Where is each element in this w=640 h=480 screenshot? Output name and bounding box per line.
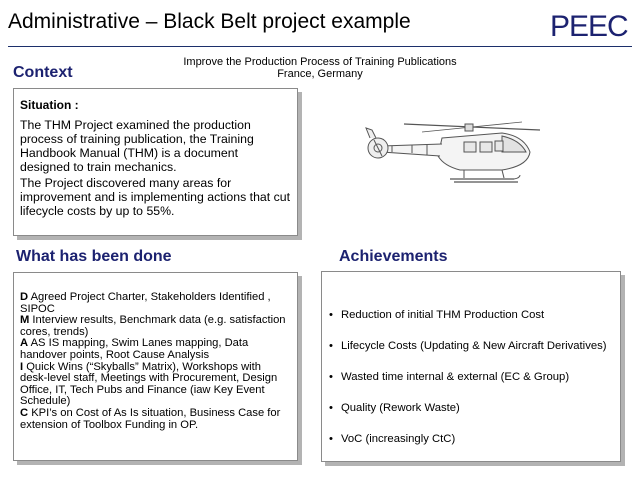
done-item-c: [20, 408, 291, 431]
achievement-item: [328, 399, 614, 418]
achievement-item: [328, 430, 614, 449]
slide-title: Administrative – Black Belt project example: [8, 10, 411, 33]
done-item-i: [20, 362, 291, 408]
peec-logo: [548, 8, 628, 42]
achievement-item: [328, 337, 614, 356]
situation-paragraph-2: The Project discovered many areas for improvement and is implementing actions that cut lifecycle costs by up to 55%.: [20, 176, 290, 218]
done-item-text: Interview results, Benchmark data (e.g. satisfaction cores, trends): [20, 314, 286, 338]
subtitle: [140, 56, 500, 80]
situation-paragraph-1: The THM Project examined the production process of training publication, the Training Handbook Manual (THM) is a document designed to train mechanics.: [20, 118, 254, 174]
done-item-text: KPI’s on Cost of As Is situation, Business Case for extension of Toolbox Funding in OP.: [20, 406, 281, 431]
context-heading: Context: [13, 64, 73, 81]
bullet-icon: •: [329, 433, 333, 445]
done-item-m: [20, 315, 291, 338]
bullet-icon: •: [329, 402, 333, 414]
done-item-letter: C: [20, 406, 29, 419]
subtitle-line-1: Improve the Production Process of Training Publications: [183, 56, 457, 68]
achievement-text: Wasted time internal & external (EC & Group): [340, 371, 570, 383]
subtitle-line-2: France, Germany: [277, 68, 363, 80]
achievements-heading: Achievements: [339, 248, 448, 265]
done-heading: What has been done: [16, 248, 172, 265]
done-box: [13, 272, 298, 461]
done-item-text: Quick Wins (“Skyballs” Matrix), Workshops with desk-level staff, Meetings with Procurement, Design Office, IT, Tech Pubs and Finance (iaw Key Event Schedule): [20, 360, 278, 408]
achievements-box: [321, 271, 621, 462]
title-divider: [8, 46, 632, 47]
done-item-letter: M: [20, 314, 30, 327]
bullet-icon: •: [329, 340, 333, 352]
done-item-d: [20, 292, 291, 315]
achievement-text: Lifecycle Costs (Updating & New Aircraft Derivatives): [340, 340, 607, 352]
situation-label: Situation :: [20, 98, 79, 112]
achievement-text: VoC (increasingly CtC): [340, 433, 456, 445]
done-item-text: AS IS mapping, Swim Lanes mapping, Data handover points, Root Cause Analysis: [20, 337, 249, 361]
achievement-item: [328, 368, 614, 387]
done-item-letter: A: [20, 337, 29, 350]
done-item-letter: D: [20, 291, 29, 303]
achievement-text: Quality (Rework Waste): [340, 402, 460, 414]
done-item-letter: I: [20, 360, 24, 373]
logo-text: PEEC: [550, 10, 628, 42]
done-item-text: Agreed Project Charter, Stakeholders Identified , SIPOC: [20, 291, 271, 315]
bullet-icon: •: [329, 309, 333, 321]
bullet-icon: •: [329, 371, 333, 383]
situation-box: [13, 88, 298, 236]
achievement-text: Reduction of initial THM Production Cost: [340, 309, 545, 321]
achievement-item: [328, 306, 614, 325]
done-item-a: [20, 338, 291, 361]
helicopter-icon: [352, 100, 542, 195]
